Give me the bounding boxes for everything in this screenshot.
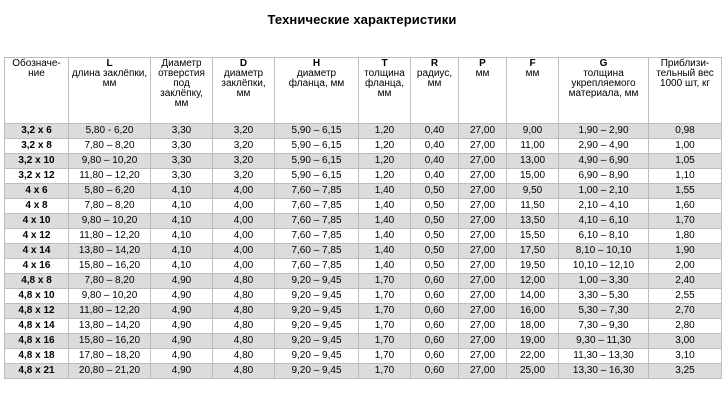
table-cell: 27,00 — [459, 334, 507, 349]
rivet-designation-cell: 3,2 x 6 — [5, 124, 69, 139]
table-cell: 27,00 — [459, 244, 507, 259]
table-cell: 11,00 — [507, 139, 559, 154]
table-cell: 4,90 — [151, 349, 213, 364]
table-cell: 0,50 — [411, 244, 459, 259]
table-cell: 0,40 — [411, 169, 459, 184]
table-cell: 13,30 – 16,30 — [559, 364, 649, 379]
table-cell: 9,20 – 9,45 — [275, 289, 359, 304]
column-description: радиус, мм — [416, 68, 453, 89]
table-cell: 27,00 — [459, 289, 507, 304]
table-cell: 4,90 — [151, 334, 213, 349]
column-header — [559, 58, 649, 124]
table-cell: 0,60 — [411, 364, 459, 379]
table-cell: 4,80 — [213, 349, 275, 364]
table-cell: 14,00 — [507, 289, 559, 304]
table-cell: 4,80 — [213, 274, 275, 289]
table-cell: 9,20 – 9,45 — [275, 304, 359, 319]
table-cell: 0,50 — [411, 199, 459, 214]
table-cell: 27,00 — [459, 154, 507, 169]
table-cell: 13,80 – 14,20 — [69, 319, 151, 334]
column-description: мм — [525, 68, 540, 79]
column-symbol: R — [430, 58, 439, 69]
table-row — [5, 259, 722, 274]
table-cell: 11,80 – 12,20 — [69, 229, 151, 244]
table-body — [5, 124, 722, 379]
table-cell: 27,00 — [459, 124, 507, 139]
rivet-designation-cell: 4 x 6 — [5, 184, 69, 199]
table-cell: 1,00 – 3,30 — [559, 274, 649, 289]
table-cell: 4,80 — [213, 334, 275, 349]
column-symbol: T — [381, 58, 388, 69]
table-cell: 27,00 — [459, 229, 507, 244]
column-header — [507, 58, 559, 124]
rivet-designation-cell: 4,8 x 16 — [5, 334, 69, 349]
column-header — [649, 58, 722, 124]
table-cell: 0,60 — [411, 304, 459, 319]
table-cell: 7,60 – 7,85 — [275, 244, 359, 259]
column-symbol: F — [529, 58, 536, 69]
table-row — [5, 139, 722, 154]
table-header-row — [5, 58, 722, 124]
table-cell: 0,40 — [411, 154, 459, 169]
table-cell: 0,98 — [649, 124, 722, 139]
table-cell: 0,40 — [411, 124, 459, 139]
rivet-designation-cell: 4 x 10 — [5, 214, 69, 229]
table-cell: 6,10 – 8,10 — [559, 229, 649, 244]
table-cell: 13,50 — [507, 214, 559, 229]
table-row — [5, 124, 722, 139]
table-cell: 2,55 — [649, 289, 722, 304]
column-symbol: L — [106, 58, 113, 69]
table-cell: 1,40 — [359, 184, 411, 199]
table-cell: 4,90 — [151, 319, 213, 334]
page-title: Технические характеристики — [267, 12, 457, 27]
table-cell: 17,80 – 18,20 — [69, 349, 151, 364]
column-description: длина заклёпки, мм — [71, 68, 148, 89]
table-cell: 5,90 – 6,15 — [275, 154, 359, 169]
table-cell: 3,20 — [213, 169, 275, 184]
table-cell: 3,25 — [649, 364, 722, 379]
table-cell: 4,90 — [151, 289, 213, 304]
table-row — [5, 214, 722, 229]
column-description: толщина укрепляемого материала, мм — [568, 68, 639, 99]
table-cell: 3,30 — [151, 139, 213, 154]
table-cell: 4,00 — [213, 184, 275, 199]
table-cell: 4,90 – 6,90 — [559, 154, 649, 169]
table-cell: 22,00 — [507, 349, 559, 364]
table-cell: 7,60 – 7,85 — [275, 214, 359, 229]
table-cell: 9,00 — [507, 124, 559, 139]
table-cell: 1,10 — [649, 169, 722, 184]
table-row — [5, 199, 722, 214]
table-cell: 4,10 — [151, 244, 213, 259]
table-cell: 3,20 — [213, 139, 275, 154]
table-cell: 0,60 — [411, 319, 459, 334]
table-cell: 1,60 — [649, 199, 722, 214]
table-cell: 2,70 — [649, 304, 722, 319]
column-header — [5, 58, 69, 124]
table-cell: 27,00 — [459, 304, 507, 319]
table-cell: 19,50 — [507, 259, 559, 274]
table-cell: 4,90 — [151, 304, 213, 319]
table-cell: 7,80 – 8,20 — [69, 199, 151, 214]
table-cell: 1,00 – 2,10 — [559, 184, 649, 199]
rivet-designation-cell: 4,8 x 18 — [5, 349, 69, 364]
column-header — [275, 58, 359, 124]
rivet-designation-cell: 4,8 x 21 — [5, 364, 69, 379]
table-row — [5, 274, 722, 289]
table-cell: 2,80 — [649, 319, 722, 334]
table-cell: 0,50 — [411, 259, 459, 274]
column-header — [151, 58, 213, 124]
rivet-designation-cell: 3,2 x 12 — [5, 169, 69, 184]
table-cell: 9,20 – 9,45 — [275, 349, 359, 364]
table-cell: 27,00 — [459, 199, 507, 214]
table-cell: 1,00 — [649, 139, 722, 154]
table-cell: 4,00 — [213, 229, 275, 244]
column-symbol: H — [312, 58, 321, 69]
column-symbol: D — [239, 58, 248, 69]
table-cell: 9,20 – 9,45 — [275, 334, 359, 349]
table-cell: 3,30 – 5,30 — [559, 289, 649, 304]
column-description: Обозначе-ние — [12, 58, 61, 79]
specifications-table — [4, 57, 722, 379]
column-description: Приблизи-тельный вес 1000 шт, кг — [656, 58, 714, 89]
table-cell: 1,70 — [359, 364, 411, 379]
table-cell: 11,80 – 12,20 — [69, 304, 151, 319]
table-cell: 9,20 – 9,45 — [275, 274, 359, 289]
table-cell: 27,00 — [459, 214, 507, 229]
table-cell: 5,90 – 6,15 — [275, 139, 359, 154]
table-cell: 0,60 — [411, 334, 459, 349]
table-cell: 5,90 – 6,15 — [275, 124, 359, 139]
table-cell: 4,00 — [213, 244, 275, 259]
column-header — [69, 58, 151, 124]
column-description: толщина фланца, мм — [364, 68, 405, 99]
table-cell: 11,80 – 12,20 — [69, 169, 151, 184]
table-cell: 20,80 – 21,20 — [69, 364, 151, 379]
column-symbol: P — [479, 58, 486, 69]
table-row — [5, 184, 722, 199]
table-cell: 0,50 — [411, 229, 459, 244]
table-cell: 0,60 — [411, 274, 459, 289]
table-cell: 9,50 — [507, 184, 559, 199]
table-row — [5, 154, 722, 169]
table-cell: 9,80 – 10,20 — [69, 289, 151, 304]
table-cell: 27,00 — [459, 139, 507, 154]
table-cell: 15,80 – 16,20 — [69, 334, 151, 349]
column-description: Диаметр отверстия под заклёпку, мм — [158, 58, 205, 109]
table-cell: 1,90 — [649, 244, 722, 259]
table-cell: 19,00 — [507, 334, 559, 349]
rivet-designation-cell: 4,8 x 8 — [5, 274, 69, 289]
table-cell: 27,00 — [459, 349, 507, 364]
table-cell: 4,00 — [213, 214, 275, 229]
table-cell: 7,60 – 7,85 — [275, 184, 359, 199]
rivet-designation-cell: 3,2 x 10 — [5, 154, 69, 169]
table-cell: 12,00 — [507, 274, 559, 289]
table-cell: 4,10 — [151, 259, 213, 274]
table-cell: 15,00 — [507, 169, 559, 184]
table-cell: 16,00 — [507, 304, 559, 319]
table-cell: 27,00 — [459, 184, 507, 199]
table-cell: 1,40 — [359, 199, 411, 214]
table-cell: 1,70 — [359, 319, 411, 334]
table-cell: 0,50 — [411, 214, 459, 229]
table-cell: 10,10 – 12,10 — [559, 259, 649, 274]
rivet-designation-cell: 4 x 8 — [5, 199, 69, 214]
table-cell: 0,40 — [411, 139, 459, 154]
table-cell: 7,30 – 9,30 — [559, 319, 649, 334]
rivet-designation-cell: 4,8 x 14 — [5, 319, 69, 334]
table-cell: 4,00 — [213, 259, 275, 274]
column-header — [359, 58, 411, 124]
table-cell: 0,50 — [411, 184, 459, 199]
table-cell: 0,60 — [411, 289, 459, 304]
table-cell: 1,20 — [359, 124, 411, 139]
table-cell: 4,10 — [151, 199, 213, 214]
table-cell: 4,90 — [151, 364, 213, 379]
rivet-designation-cell: 4 x 16 — [5, 259, 69, 274]
table-cell: 5,30 – 7,30 — [559, 304, 649, 319]
table-cell: 7,60 – 7,85 — [275, 229, 359, 244]
table-cell: 3,20 — [213, 154, 275, 169]
table-cell: 1,90 – 2,90 — [559, 124, 649, 139]
table-cell: 1,40 — [359, 214, 411, 229]
table-row — [5, 169, 722, 184]
table-row — [5, 229, 722, 244]
table-cell: 2,10 – 4,10 — [559, 199, 649, 214]
table-cell: 27,00 — [459, 364, 507, 379]
column-description: диаметр заклёпки, мм — [221, 68, 266, 99]
table-cell: 1,05 — [649, 154, 722, 169]
table-row — [5, 289, 722, 304]
table-cell: 9,20 – 9,45 — [275, 364, 359, 379]
table-row — [5, 304, 722, 319]
rivet-designation-cell: 3,2 x 8 — [5, 139, 69, 154]
table-cell: 27,00 — [459, 319, 507, 334]
table-cell: 1,40 — [359, 259, 411, 274]
table-cell: 11,50 — [507, 199, 559, 214]
rivet-designation-cell: 4,8 x 12 — [5, 304, 69, 319]
table-cell: 1,55 — [649, 184, 722, 199]
table-cell: 1,40 — [359, 244, 411, 259]
table-cell: 1,70 — [359, 289, 411, 304]
table-cell: 1,70 — [359, 349, 411, 364]
table-cell: 4,10 — [151, 214, 213, 229]
table-cell: 4,80 — [213, 364, 275, 379]
table-cell: 9,20 – 9,45 — [275, 319, 359, 334]
table-cell: 4,80 — [213, 319, 275, 334]
table-cell: 15,80 – 16,20 — [69, 259, 151, 274]
table-cell: 1,70 — [359, 334, 411, 349]
table-cell: 1,80 — [649, 229, 722, 244]
table-row — [5, 244, 722, 259]
table-row — [5, 334, 722, 349]
table-cell: 9,30 – 11,30 — [559, 334, 649, 349]
table-cell: 4,10 — [151, 229, 213, 244]
table-cell: 27,00 — [459, 259, 507, 274]
table-cell: 3,00 — [649, 334, 722, 349]
table-cell: 18,00 — [507, 319, 559, 334]
table-row — [5, 349, 722, 364]
table-cell: 15,50 — [507, 229, 559, 244]
table-cell: 7,80 – 8,20 — [69, 274, 151, 289]
table-cell: 11,30 – 13,30 — [559, 349, 649, 364]
table-cell: 2,00 — [649, 259, 722, 274]
rivet-designation-cell: 4 x 12 — [5, 229, 69, 244]
table-cell: 7,80 – 8,20 — [69, 139, 151, 154]
table-cell: 4,00 — [213, 199, 275, 214]
table-cell: 25,00 — [507, 364, 559, 379]
column-header — [459, 58, 507, 124]
table-row — [5, 319, 722, 334]
table-cell: 6,90 – 8,90 — [559, 169, 649, 184]
table-cell: 5,80 - 6,20 — [69, 124, 151, 139]
table-cell: 7,60 – 7,85 — [275, 259, 359, 274]
table-cell: 1,70 — [359, 304, 411, 319]
table-cell: 2,40 — [649, 274, 722, 289]
table-cell: 27,00 — [459, 169, 507, 184]
table-row — [5, 364, 722, 379]
table-cell: 9,80 – 10,20 — [69, 214, 151, 229]
rivet-designation-cell: 4,8 x 10 — [5, 289, 69, 304]
table-cell: 5,90 – 6,15 — [275, 169, 359, 184]
table-cell: 2,90 – 4,90 — [559, 139, 649, 154]
column-header — [411, 58, 459, 124]
table-cell: 7,60 – 7,85 — [275, 199, 359, 214]
table-cell: 9,80 – 10,20 — [69, 154, 151, 169]
table-cell: 5,80 – 6,20 — [69, 184, 151, 199]
rivet-designation-cell: 4 x 14 — [5, 244, 69, 259]
table-cell: 1,20 — [359, 154, 411, 169]
table-cell: 13,00 — [507, 154, 559, 169]
table-cell: 3,20 — [213, 124, 275, 139]
column-symbol: G — [599, 58, 608, 69]
table-cell: 1,70 — [359, 274, 411, 289]
column-header — [213, 58, 275, 124]
table-cell: 1,40 — [359, 229, 411, 244]
table-cell: 4,80 — [213, 289, 275, 304]
table-cell: 3,10 — [649, 349, 722, 364]
table-cell: 17,50 — [507, 244, 559, 259]
table-cell: 4,10 – 6,10 — [559, 214, 649, 229]
table-cell: 4,10 — [151, 184, 213, 199]
table-cell: 3,30 — [151, 169, 213, 184]
table-cell: 4,90 — [151, 274, 213, 289]
table-cell: 1,20 — [359, 139, 411, 154]
column-description: диаметр фланца, мм — [288, 68, 345, 89]
table-cell: 8,10 – 10,10 — [559, 244, 649, 259]
column-description: мм — [475, 68, 490, 79]
table-cell: 27,00 — [459, 274, 507, 289]
table-cell: 3,30 — [151, 154, 213, 169]
table-cell: 1,20 — [359, 169, 411, 184]
table-cell: 3,30 — [151, 124, 213, 139]
table-cell: 1,70 — [649, 214, 722, 229]
table-cell: 13,80 – 14,20 — [69, 244, 151, 259]
table-cell: 0,60 — [411, 349, 459, 364]
table-cell: 4,80 — [213, 304, 275, 319]
